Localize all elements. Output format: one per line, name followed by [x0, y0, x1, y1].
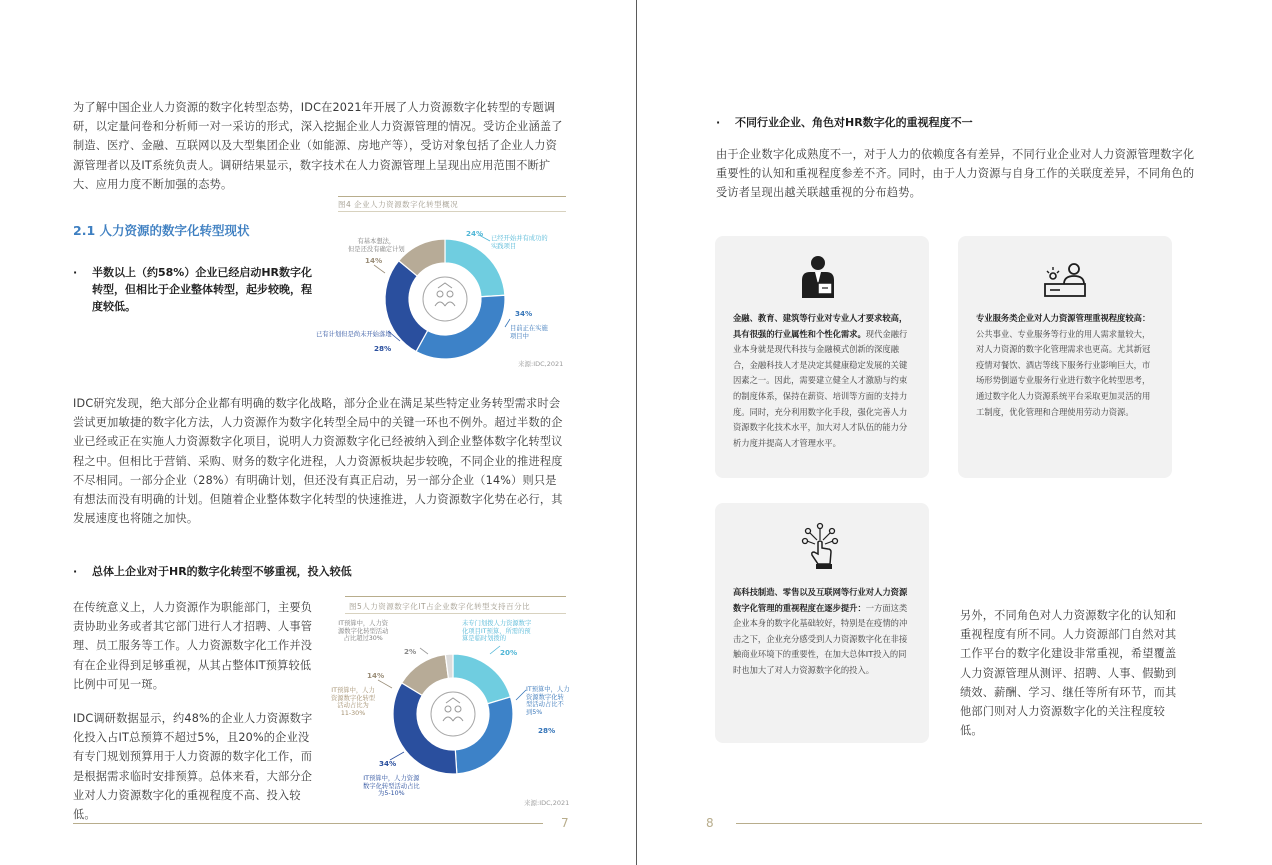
paragraph-4: IDC调研数据显示，约48%的企业人力资源数字化投入占IT总预算不超过5%，且20%的企业没有专门规划预算用于人力资源的数字化工作，而是根据需求临时安排预算。总体来看，大部分企业对人力资源数字化的重视程度不高、投入较低。: [73, 712, 313, 822]
left-footer-rule: [73, 823, 543, 824]
bullet-3: [716, 114, 1116, 131]
bullet-2: [73, 563, 453, 580]
card-tech-body: 一方面这类企业本身的数字化基础较好，特别是在疫情的冲击之下，企业充分感受到人力资源数字化在非接触商业环境下的重要性，在加大总体IT投入的同时也加大了对人力资源数字化的投入。: [733, 602, 908, 675]
figure-5-rule-top: [345, 596, 566, 597]
paragraph-5: 由于企业数字化成熟度不一，对于人力的依赖度各有差异，不同行业企业对人力资源管理数字化重要性的认知和重视程度参差不齐。同时，由于人力资源与自身工作的关联度差异，不同角色的受访者呈现出越关联越重视的分布趋势。: [716, 148, 1195, 200]
left-page-number: 7: [561, 816, 569, 830]
bullet-dot: ·: [73, 565, 78, 578]
fig5-label-14: IT预算中，人力 资源数字化转型 活动占比为 11-30%: [331, 687, 376, 717]
card-finance-bold: 金融、教育、建筑等行业对专业人才要求较高，具有很强的行业属性和个性化需求。: [733, 313, 908, 339]
paragraph-2: IDC研究发现，绝大部分企业都有明确的数字化战略，部分企业在满足某些特定业务转型需求时会尝试更加敏捷的数字化方法，人力资源作为数字化转型全局中的关键一环也不例外。超过半数的企业已经或正在实施人力资源数字化项目，说明人力资源数字化已经被纳入到企业整体数字化转型议程之中。但相比于营销、采购、财务的数字化进程，人力资源板块起步较晚，不同企业的推进程度不尽相同。一部分企业（28%）有明确计划，但还没有真正启动，另一部分企业（14%）则只是有想法而没有明确的计划。但随着企业整体数字化转型的快速推进，人力资源数字化势在必行，其发展速度也将随之加快。: [73, 397, 563, 526]
fig4-label-28: 已有计划但是尚未开始落地: [316, 331, 392, 338]
figure-4-title: 图4 企业人力资源数字化转型概况: [338, 200, 459, 209]
fig4-label-24: 已经开始并有成功的 实践项目: [491, 235, 548, 250]
right-page-number: 8: [706, 816, 714, 830]
paragraph-3: 在传统意义上，人力资源作为职能部门，主要负责协助业务或者其它部门进行人才招聘、人事管理、员工服务等工作。人力资源数字化工作并没有在企业得到足够重视，从其占整体IT预算较低比例中可见一斑。: [73, 601, 313, 691]
figure-4-source: 来源:IDC,2021: [518, 360, 564, 368]
fig4-label-34: 目前正在实施 项目中: [510, 325, 548, 340]
figure-4-rule-top: [338, 196, 566, 197]
card-services-text: [976, 311, 1154, 420]
bullet-3-text: 不同行业企业、角色对HR数字化的重视程度不一: [735, 116, 973, 129]
service-desk-icon: [1042, 262, 1088, 298]
card-tech-bold: 高科技制造、零售以及互联网等行业对人力资源数字化管理的重视程度在逐步提升：: [733, 587, 908, 613]
page-divider: [636, 0, 637, 865]
fig5-label-28: IT预算中，人力 资源数字化转 型活动占比不 到5%: [526, 686, 570, 716]
intro-paragraph: 为了解中国企业人力资源的数字化转型态势，IDC在2021年开展了人力资源数字化转型的专题调研，以定量问卷和分析师一对一采访的形式，深入挖掘企业人力资源管理的情况。受访企业涵盖了制造、医疗、金融、互联网以及大型集团企业（如能源、房地产等），受访对象包括了企业人力资源管理者以及IT系统负责人。调研结果显示，数字技术在人力资源管理上呈现出应用范围不断扩大、应用力度不断加强的态势。: [73, 101, 563, 191]
figure-5-rule-bottom: [345, 613, 566, 614]
figure-5-leaders: [320, 640, 570, 790]
fig4-pct-24: 24%: [466, 229, 484, 238]
fig4-pct-34: 34%: [515, 309, 533, 318]
fig4-label-14: 有基本想法， 但是还没有确定计划: [348, 238, 405, 253]
bullet-2-text: 总体上企业对于HR的数字化转型不够重视，投入较低: [92, 565, 352, 578]
fig5-pct-34: 34%: [379, 759, 397, 768]
card-services-body: 公共事业、专业服务等行业的用人需求量较大，对人力资源的数字化管理需求也更高。尤其新冠疫情对餐饮、酒店等线下服务行业影响巨大，市场形势倒逼专业服务行业进行数字化转型思考，通过数字化人力资源系统平台采取更加灵活的用工制度，优化管理和合理使用劳动力资源。: [976, 328, 1151, 417]
card-finance-text: [733, 311, 911, 451]
section-title: 2.1 人力资源的数字化转型现状: [73, 223, 250, 238]
fig5-pct-20: 20%: [500, 648, 518, 657]
right-footer-rule: [736, 823, 1202, 824]
fig5-pct-14: 14%: [367, 671, 385, 680]
tech-hand-icon: [800, 522, 840, 570]
figure-4-rule-bottom: [338, 211, 566, 212]
fig5-label-34: IT预算中，人力资源 数字化转型活动占比 为5-10%: [363, 775, 420, 797]
fig4-pct-28: 28%: [374, 344, 392, 353]
finance-person-icon: [798, 254, 838, 300]
figure-4-leaders: [300, 225, 570, 365]
bullet-dot: ·: [716, 116, 721, 129]
bullet-1-text: 半数以上（约58%）企业已经启动HR数字化转型，但相比于企业整体转型，起步较晚，程度较低。: [92, 266, 313, 313]
bullet-dot: ·: [73, 266, 78, 279]
fig5-pct-28: 28%: [538, 726, 556, 735]
figure-5-title: 图5人力资源数字化IT占企业数字化转型支持百分比: [349, 602, 531, 611]
figure-5-source: 来源:IDC,2021: [524, 799, 570, 807]
fig5-label-2: IT预算中，人力资 源数字化转型活动 占比超过30%: [338, 620, 389, 642]
card-tech-text: [733, 585, 911, 679]
card-services-bold: 专业服务类企业对人力资源管理重视程度较高：: [976, 313, 1151, 323]
fig4-pct-14: 14%: [365, 256, 383, 265]
fig5-label-20: 未专门划拨人力资源数字 化项目IT预算，所需的预 算是临时划拨的: [462, 620, 532, 642]
bullet-1: [73, 264, 318, 315]
fig5-pct-2: 2%: [404, 647, 417, 656]
paragraph-6: 另外，不同角色对人力资源数字化的认知和重视程度有所不同。人力资源部门自然对其工作平台的数字化建设非常重视，希望覆盖人力资源管理从测评、招聘、人事、假勤到绩效、薪酬、学习、继任等所有环节，而其他部门则对人力资源数字化的关注程度较低。: [960, 609, 1177, 738]
card-finance-body: 现代金融行业本身就是现代科技与金融模式创新的深度融合，金融科技人才是决定其健康稳定发展的关键因素之一。因此，需要建立健全人才激励与约束的制度体系，保持在薪资、培训等方面的支持力度。同时，充分利用数字化手段，强化完善人力资源数字化技术水平，加大对人才队伍的能力分析力度并提高人才管理水平。: [733, 328, 908, 448]
